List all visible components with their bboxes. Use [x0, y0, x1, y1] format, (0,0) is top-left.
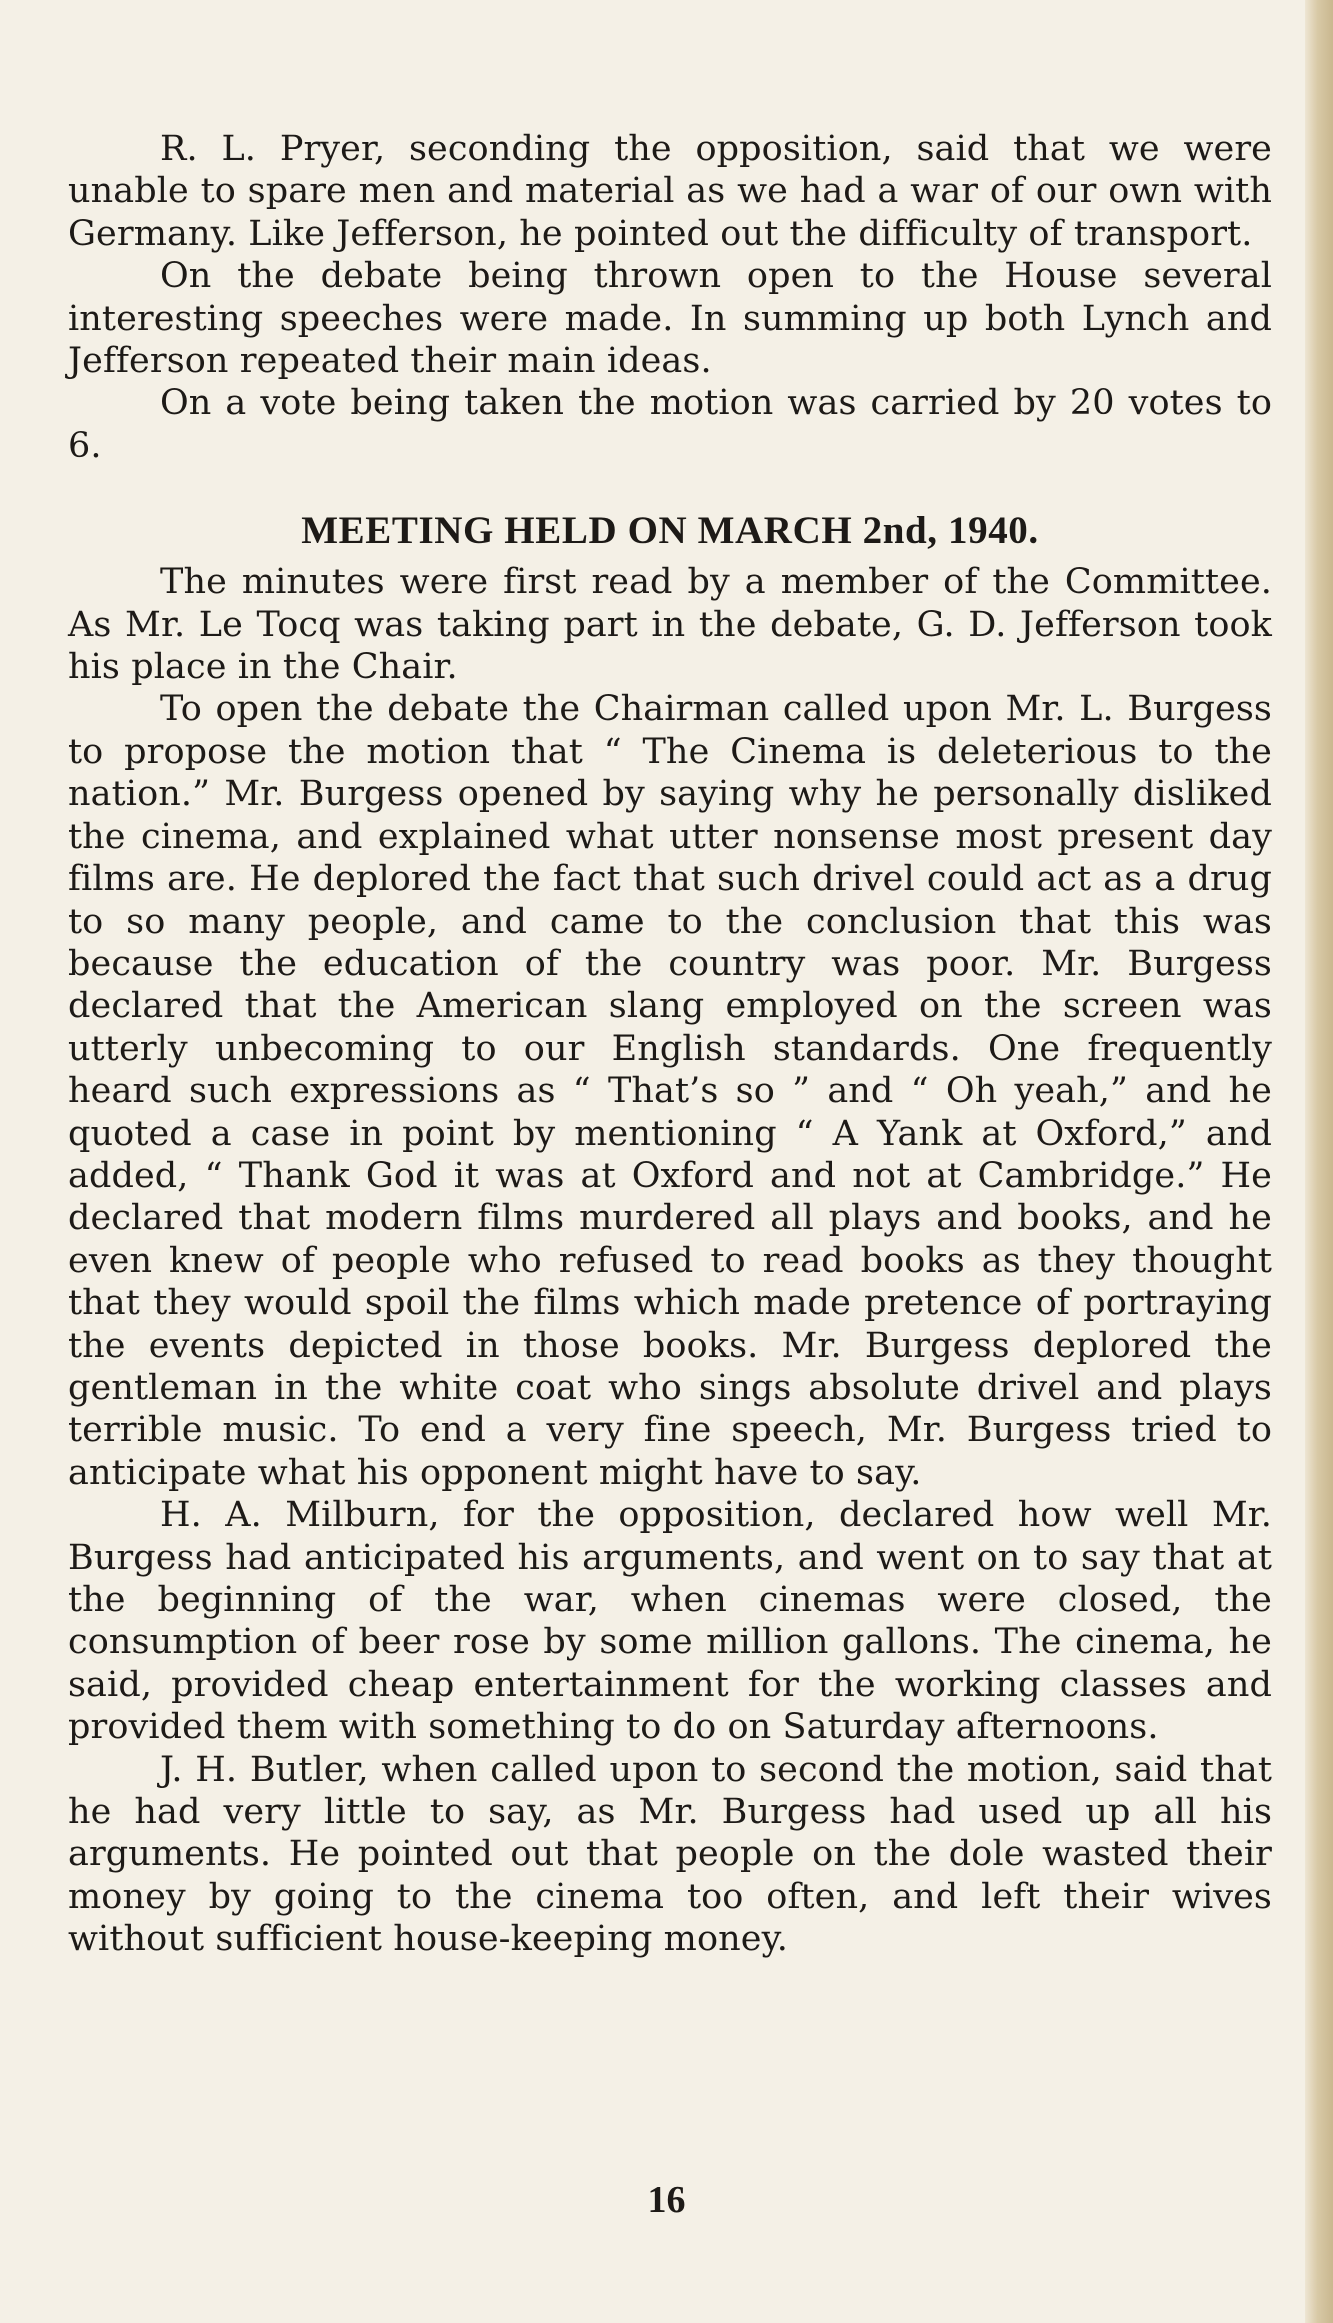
page-number: 16 — [647, 2179, 686, 2221]
paragraph-minutes: The minutes were first read by a member of the Committee. As Mr. Le Tocq was taking part in the debate, G. D. Jefferson took his place in the Chair. — [68, 562, 1272, 688]
paragraph-butler: J. H. Butler, when called upon to second the motion, said that he had very little to say, as Mr. Burgess had used up all his arguments. He pointed out that people on the dole wasted their money by going to the cinema too often, and left their wives without sufficient house-keeping money. — [68, 1749, 1272, 1960]
meeting-heading: MEETING HELD ON MARCH 2nd, 1940. — [301, 509, 1039, 553]
paragraph-pryer: R. L. Pryer, seconding the opposition, said that we were unable to spare men and material as we had a war of our own with Germany. Like Jefferson, he pointed out the difficulty of transport. — [68, 129, 1272, 254]
paragraph-burgess: To open the debate the Chairman called upon Mr. L. Burgess to propose the motion that “ The Cinema is deleterious to the nation.” Mr. Burgess opened by saying why he personally disliked the cinema, and explained what utter nonsense most present day films are. He deplored the fact that such drivel could act as a drug to so many people, and came to the conclusion that this was because the education of the country was poor. Mr. Burgess declared that the American slang employed on the screen was utterly unbecoming to our English standards. One frequently heard such expressions as “ That’s so ” and “ Oh yeah,” and he quoted a case in point by mentioning “ A Yank at Oxford,” and added, “ Thank God it was at Oxford and not at Cambridge.” He declared that modern films murdered all plays and books, and he even knew of people who refused to read books as they thought that they would spoil the films which made pretence of portraying the events depicted in those books. Mr. Burgess deplored the gentleman in the white coat who sings absolute drivel and plays terrible music. To end a very fine speech, Mr. Burgess tried to anticipate what his opponent might have to say. — [68, 689, 1272, 1493]
page-edge — [1305, 0, 1333, 2323]
page-content — [68, 128, 1272, 1961]
paragraph-milburn: H. A. Milburn, for the opposition, declared how well Mr. Burgess had anticipated his arguments, and went on to say that at the beginning of the war, when cinemas were closed, the consumption of beer rose by some million gallons. The cinema, he said, provided cheap entertainment for the working classes and provided them with something to do on Saturday afternoons. — [68, 1495, 1272, 1748]
paragraph-vote: On a vote being taken the motion was carried by 20 votes to 6. — [68, 383, 1272, 466]
paragraph-debate-opened: On the debate being thrown open to the House several interesting speeches were made. In summing up both Lynch and Jefferson repeated their main ideas. — [68, 256, 1272, 382]
